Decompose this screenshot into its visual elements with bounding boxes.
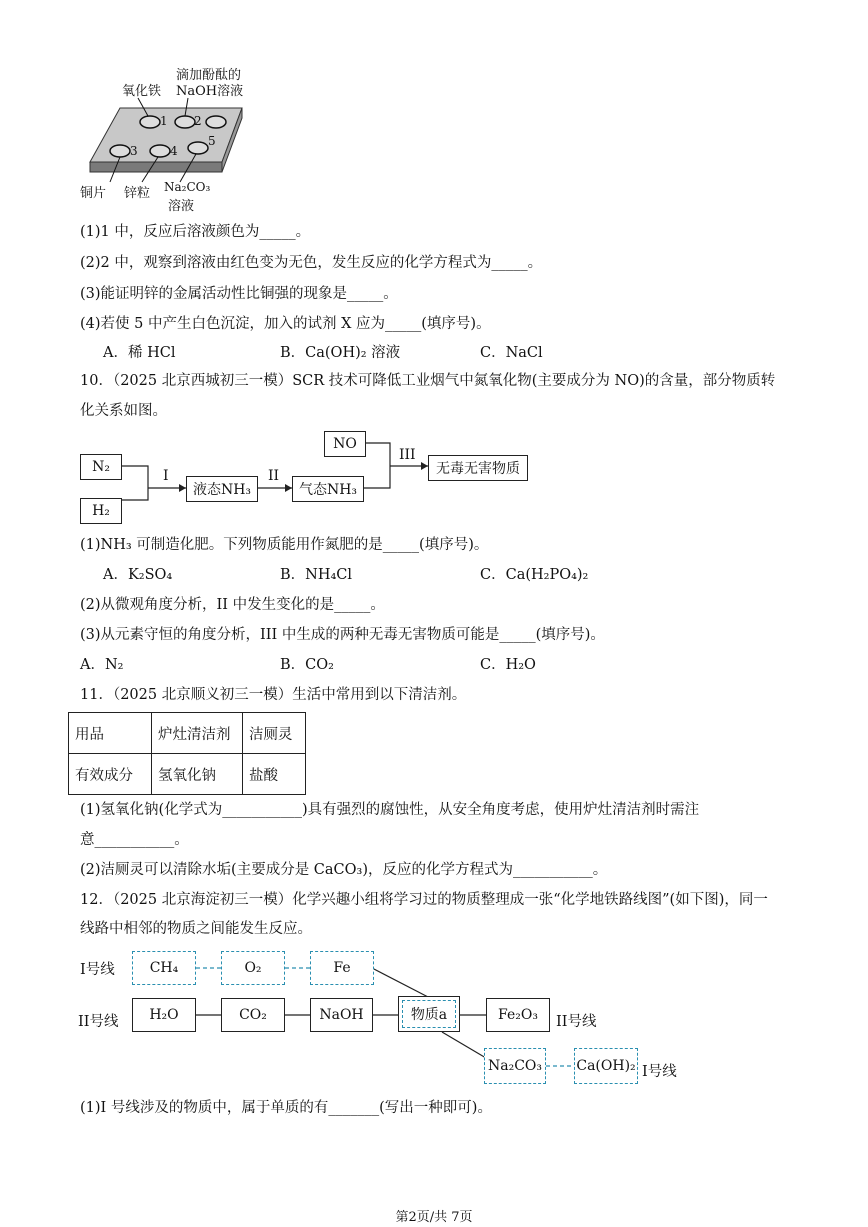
metro-station-naoh — [310, 998, 373, 1032]
metro-station-naoh-label: NaOH — [319, 1007, 364, 1023]
flow-step-2: II — [268, 468, 280, 484]
metro-station-co2-label: CO₂ — [239, 1007, 267, 1023]
well-number-1: 1 — [160, 114, 168, 128]
flow-node-gas-nh3-label: 气态NH₃ — [298, 482, 358, 498]
metro-station-na2co3-label: Na₂CO₃ — [487, 1058, 542, 1074]
q10-part3: (3)从元素守恒的角度分析，III 中生成的两种无毒无害物质可能是_____(填序号)。 — [80, 627, 605, 643]
label-iron-oxide: 氧化铁 — [122, 84, 162, 99]
metro-station-ch4-label: CH₄ — [149, 960, 179, 976]
table-cell: 用品 — [69, 713, 152, 754]
q11-stem: 11．（2025 北京顺义初三一模）生活中常用到以下清洁剂。 — [80, 687, 467, 703]
q9-part1: (1)1 中，反应后溶液颜色为_____。 — [80, 224, 311, 240]
flow-step-3: III — [399, 447, 416, 463]
q9-option-b: B．Ca(OH)₂ 溶液 — [280, 345, 401, 361]
metro-station-substance-a-label: 物质a — [410, 1007, 448, 1023]
q9-part2: (2)2 中，观察到溶液由红色变为无色，发生反应的化学方程式为_____。 — [80, 255, 543, 271]
metro-station-h2o — [132, 998, 196, 1032]
q12-stem-line2: 线路中相邻的物质之间能发生反应。 — [80, 921, 312, 937]
metro-station-h2o-label: H₂O — [149, 1007, 179, 1023]
flow-node-liquid-nh3-label: 液态NH₃ — [192, 482, 252, 498]
q10-part3-option-a: A．N₂ — [80, 657, 124, 673]
label-naoh-line1: 滴加酚酞的 — [176, 68, 242, 83]
label-copper: 铜片 — [80, 186, 107, 201]
q9-option-c: C．NaCl — [480, 345, 543, 361]
well-number-4: 4 — [170, 144, 178, 158]
label-naoh-line2: NaOH溶液 — [176, 84, 244, 99]
metro-station-substance-a-inner — [402, 1000, 456, 1028]
table-cell: 氢氧化钠 — [152, 754, 243, 795]
metro-line1-label: I号线 — [80, 962, 115, 978]
q10-stem-line2: 化关系如图。 — [80, 403, 167, 419]
metro-line2-label: II号线 — [78, 1014, 119, 1030]
q10-stem-line1: 10．（2025 北京西城初三一模）SCR 技术可降低工业烟气中氮氧化物(主要成分为 NO)的含量，部分物质转 — [80, 373, 776, 389]
metro-station-fe-label: Fe — [333, 960, 351, 976]
q12-stem-line1: 12．（2025 北京海淀初三一模）化学兴趣小组将学习过的物质整理成一张“化学地铁路线图”(如下图)，同一 — [80, 892, 768, 908]
metro-station-caoh2 — [574, 1048, 638, 1084]
label-na2co3-line2: 溶液 — [168, 199, 195, 214]
q10-part1-option-a: A．K₂SO₄ — [103, 567, 173, 583]
q11-part1-line2: 意___________。 — [80, 832, 189, 848]
table-cell: 洁厕灵 — [243, 713, 306, 754]
metro-station-substance-a — [398, 996, 460, 1032]
metro-line1-label-right: I号线 — [642, 1064, 677, 1080]
well-number-3: 3 — [130, 144, 138, 158]
metro-station-co2 — [221, 998, 285, 1032]
q10-part1-option-c: C．Ca(H₂PO₄)₂ — [480, 567, 589, 583]
well-number-5: 5 — [208, 134, 216, 148]
q9-option-a: A．稀 HCl — [103, 345, 176, 361]
metro-station-na2co3 — [484, 1048, 546, 1084]
label-na2co3-line1: Na₂CO₃ — [164, 180, 211, 194]
metro-line2-label-right: II号线 — [556, 1014, 597, 1030]
q10-part3-option-c: C．H₂O — [480, 657, 536, 673]
table-cell: 炉灶清洁剂 — [152, 713, 243, 754]
q11-part1-line1: (1)氢氧化钠(化学式为___________)具有强烈的腐蚀性，从安全角度考虑，使用炉灶清洁剂时需注 — [80, 802, 700, 818]
q12-part1: (1)I 号线涉及的物质中，属于单质的有_______(写出一种即可)。 — [80, 1100, 492, 1116]
q10-part2: (2)从微观角度分析，II 中发生变化的是_____。 — [80, 597, 385, 613]
metro-station-fe2o3-label: Fe₂O₃ — [498, 1007, 538, 1023]
table-cell: 盐酸 — [243, 754, 306, 795]
q10-part1-option-b: B．NH₄Cl — [280, 567, 353, 583]
well-number-2: 2 — [194, 114, 202, 128]
flow-node-product-label: 无毒无害物质 — [436, 461, 520, 477]
metro-station-o2-label: O₂ — [244, 960, 262, 976]
metro-station-o2 — [221, 951, 285, 985]
metro-station-caoh2-label: Ca(OH)₂ — [576, 1058, 636, 1074]
metro-station-fe — [310, 951, 374, 985]
flow-node-n2-label: N₂ — [92, 459, 110, 475]
q9-part3: (3)能证明锌的金属活动性比铜强的现象是_____。 — [80, 286, 398, 302]
table-cell: 有效成分 — [69, 754, 152, 795]
page-footer: 第2页/共 7页 — [395, 1210, 473, 1225]
label-zinc: 锌粒 — [124, 186, 151, 201]
q10-part3-option-b: B．CO₂ — [280, 657, 334, 673]
flow-node-h2-label: H₂ — [92, 503, 110, 519]
q9-part4: (4)若使 5 中产生白色沉淀，加入的试剂 X 应为_____(填序号)。 — [80, 316, 491, 332]
q10-part1: (1)NH₃ 可制造化肥。下列物质能用作氮肥的是_____(填序号)。 — [80, 537, 489, 553]
metro-station-fe2o3 — [486, 998, 550, 1032]
flow-node-no-label: NO — [333, 436, 357, 452]
flow-step-1: I — [163, 468, 169, 484]
metro-station-ch4 — [132, 951, 196, 985]
q11-part2: (2)洁厕灵可以清除水垢(主要成分是 CaCO₃)，反应的化学方程式为___________。 — [80, 862, 608, 878]
